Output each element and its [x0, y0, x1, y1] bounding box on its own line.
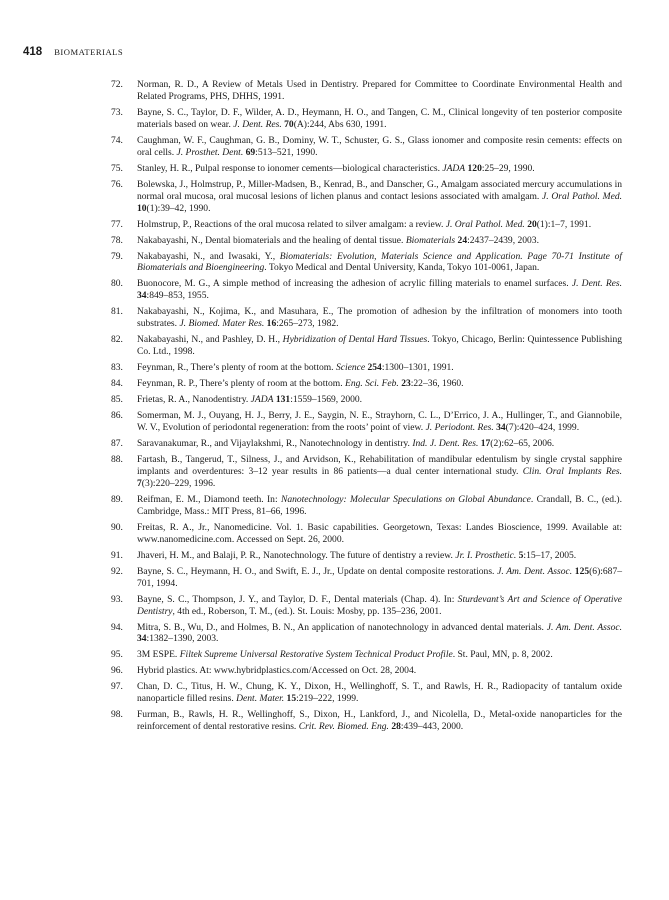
reference-number: 73.: [111, 106, 123, 118]
reference-segment: Norman, R. D., A Review of Metals Used in Dentistry. Prepared for Committee to Coordinate Environmental Health and Related Programs, PHS, DHHS, 1991.: [137, 79, 622, 102]
reference-item: [111, 79, 622, 103]
reference-item: [111, 454, 622, 490]
volume-number: 254: [367, 362, 382, 374]
reference-segment: :849–853, 1955.: [146, 290, 209, 302]
reference-segment: Freitas, R. A., Jr., Nanomedicine. Vol. 1. Basic capabilities. Georgetown, Texas: Landes Bioscience, 1999. Available at: www.nanomedicine.com. Accessed on Sept. 26, 2000.: [137, 521, 622, 545]
reference-number: 84.: [111, 378, 123, 390]
journal-title: J. Am. Dent. Assoc.: [497, 565, 573, 577]
reference-number: 89.: [111, 493, 123, 505]
reference-segment: Bayne, S. C., Thompson, J. Y., and Taylor, D. F., Dental materials (Chap. 4). In:: [137, 593, 458, 605]
reference-number: 80.: [111, 278, 123, 290]
reference-item: [111, 410, 622, 434]
reference-item: [111, 649, 622, 661]
reference-number: 92.: [111, 565, 123, 577]
reference-text: [137, 394, 362, 405]
reference-segment: Chan, D. C., Titus, H. W., Chung, K. Y., Dixon, H., Wellinghoff, S. T., and Rawls, H. R., Radiopacity of tantalum oxide nanoparticle filled resins.: [137, 681, 622, 705]
reference-segment: Caughman, W. F., Caughman, G. B., Dominy, W. T., Schuster, G. S., Glass ionomer and composite resin cements: effects on oral cells.: [137, 134, 622, 158]
page-header: [23, 46, 123, 58]
reference-item: [111, 251, 622, 275]
volume-number: 34: [496, 422, 506, 434]
reference-number: 75.: [111, 162, 123, 174]
reference-text: [137, 681, 622, 704]
reference-segment: :22–36, 1960.: [410, 378, 464, 390]
reference-number: 72.: [111, 79, 123, 90]
reference-number: 87.: [111, 438, 123, 450]
reference-number: 90.: [111, 521, 123, 533]
journal-title: Biomaterials: [405, 234, 456, 246]
reference-segment: , 4th ed., Roberson, T. M., (ed.). St. Louis: Mosby, pp. 135–236, 2001.: [172, 605, 442, 617]
reference-item: [111, 362, 622, 374]
reference-text: [137, 438, 554, 449]
reference-number: 88.: [111, 454, 123, 466]
journal-title: Eng. Sci. Feb.: [344, 378, 399, 390]
reference-segment: :513–521, 1990.: [255, 146, 318, 158]
journal-title: Science: [335, 362, 366, 374]
reference-segment: :219–222, 1999.: [296, 693, 359, 705]
reference-segment: Hybrid plastics. At: www.hybridplastics.com/Accessed on Oct. 28, 2004.: [137, 665, 417, 677]
volume-number: 16: [266, 318, 277, 330]
reference-text: [137, 665, 416, 676]
reference-item: [111, 709, 622, 733]
reference-item: [111, 438, 622, 450]
journal-title: J. Biomed. Mater Res.: [179, 318, 265, 330]
volume-number: 7: [137, 477, 142, 489]
reference-segment: Nakabayashi, N., Kojima, K., and Masuhara, E., The promotion of adhesion by the infiltration of monomers into tooth substrates.: [137, 306, 622, 330]
reference-segment: Mitra, S. B., Wu, D., and Holmes, B. N., An application of nanotechnology in advanced dental materials.: [137, 621, 547, 633]
reference-number: 93.: [111, 593, 123, 605]
reference-text: [137, 378, 464, 389]
journal-title: Ind. J. Dent. Res.: [412, 438, 479, 450]
reference-number: 86.: [111, 410, 123, 422]
reference-item: [111, 306, 622, 330]
volume-number: 23: [401, 378, 411, 390]
reference-text: [137, 219, 591, 230]
journal-title: J. Prosthet. Dent.: [176, 146, 244, 158]
reference-segment: :1300–1301, 1991.: [381, 362, 454, 374]
reference-item: [111, 594, 622, 618]
reference-segment: Reifman, E. M., Diamond teeth. In:: [137, 493, 281, 505]
reference-segment: Holmstrup, P., Reactions of the oral mucosa related to silver amalgam: a review.: [137, 218, 446, 230]
reference-item: [111, 665, 622, 677]
volume-number: 70: [284, 118, 294, 130]
reference-segment: Nakabayashi, N., and Iwasaki, Y.,: [137, 250, 280, 262]
reference-item: [111, 681, 622, 705]
reference-segment: :25–29, 1990.: [481, 162, 535, 174]
reference-item: [111, 566, 622, 590]
journal-title: Filtek Supreme Universal Restorative System Technical Product Profile: [179, 649, 453, 661]
reference-text: [137, 251, 622, 274]
reference-list: [111, 79, 622, 737]
reference-segment: (7):420–424, 1999.: [505, 422, 580, 434]
reference-segment: Bayne, S. C., Taylor, D. F., Wilder, A. D., Heymann, H. O., and Tangen, C. M., Clinical longevity of ten posterior composite materials based on wear.: [137, 106, 622, 130]
reference-segment: Feynman, R., There’s plenty of room at the bottom.: [137, 362, 336, 374]
journal-title: Crit. Rev. Biomed. Eng.: [298, 721, 389, 733]
reference-segment: 3M ESPE.: [137, 649, 180, 661]
reference-text: [137, 709, 622, 732]
reference-text: [137, 235, 539, 246]
reference-text: [137, 594, 622, 617]
volume-number: 20: [527, 218, 537, 230]
reference-number: 98.: [111, 709, 123, 721]
reference-segment: Bolewska, J., Holmstrup, P., Miller-Madsen, B., Kenrad, B., and Danscher, G., Amalgam associated mercury accumulations in normal oral mucosa, oral mucosal lesions of lichen planus and contact lesions associated with amalgam.: [137, 178, 622, 202]
reference-segment: Frietas, R. A., Nanodentistry.: [137, 394, 251, 406]
reference-segment: . Tokyo, Chicago, Berlin: Quintessence Publishing Co. Ltd., 1998.: [137, 334, 622, 358]
reference-item: [111, 494, 622, 518]
journal-title: Sturdevant’s Art and Science of Operative Dentistry: [137, 593, 623, 617]
reference-number: 77.: [111, 218, 123, 230]
reference-item: [111, 219, 622, 231]
reference-segment: Furman, B., Rawls, H. R., Wellinghoff, S., Dixon, H., Lankford, J., and Nicolella, D., Metal-oxide nanoparticles for the reinforcement of dental restorative resins.: [137, 709, 622, 733]
reference-segment: :15–17, 2005.: [523, 549, 577, 561]
reference-number: 96.: [111, 665, 123, 677]
reference-item: [111, 522, 622, 546]
volume-number: 15: [286, 693, 297, 705]
reference-segment: (1):39–42, 1990.: [146, 202, 211, 214]
reference-segment: Fartash, B., Tangerud, T., Silness, J., and Arvidson, K., Rehabilitation of mandibular edentulism by single crystal sapphire implants and overdentures: 3–12 year results in 86 patients—a dual center international study.: [137, 454, 622, 477]
volume-number: 69: [245, 146, 256, 158]
journal-title: J. Periodont. Res.: [425, 422, 494, 434]
reference-segment: . St. Paul, MN, p. 8, 2002.: [452, 649, 553, 661]
reference-number: 74.: [111, 134, 123, 146]
volume-number: 24: [457, 234, 468, 246]
reference-text: [137, 410, 622, 433]
reference-text: [137, 550, 576, 561]
reference-number: 94.: [111, 621, 123, 633]
reference-item: [111, 135, 622, 159]
reference-segment: Buonocore, M. G., A simple method of increasing the adhesion of acrylic filling materials to enamel surfaces.: [137, 278, 572, 290]
reference-number: 79.: [111, 250, 123, 262]
reference-item: [111, 334, 622, 358]
journal-title: Hybridization of Dental Hard Tissues: [282, 334, 428, 346]
reference-text: [137, 494, 622, 517]
reference-number: 85.: [111, 394, 123, 406]
journal-title: Nanotechnology: Molecular Speculations on Global Abundance: [280, 493, 531, 505]
reference-segment: . Tokyo Medical and Dental University, Kanda, Tokyo 101-0061, Japan.: [264, 262, 540, 274]
reference-segment: (2):62–65, 2006.: [490, 438, 555, 450]
volume-number: 120: [467, 162, 482, 174]
reference-segment: :1382–1390, 2003.: [146, 633, 219, 645]
reference-segment: Somerman, M. J., Ouyang, H. J., Berry, J. E., Saygin, N. E., Strayhorn, C. L., D’Errico, J. A., Hullinger, T., and Giannobile, W. V., Evolution of periodontal regeneration: from the roots’ point of view.: [137, 410, 622, 434]
reference-segment: . Crandall, B. C., (ed.). Cambridge, Mass.: MIT Press, 81–66, 1996.: [137, 493, 622, 517]
volume-number: 125: [574, 565, 590, 577]
reference-item: [111, 107, 622, 131]
reference-number: 78.: [111, 234, 123, 246]
journal-title: J. Oral Pathol. Med.: [445, 218, 525, 230]
volume-number: 131: [275, 394, 291, 406]
journal-title: JADA: [442, 162, 466, 174]
reference-segment: Feynman, R. P., There’s plenty of room at the bottom.: [137, 378, 345, 390]
reference-number: 76.: [111, 178, 123, 190]
journal-title: J. Dent. Res.: [571, 278, 623, 290]
reference-number: 83.: [111, 362, 123, 374]
journal-title: J. Am. Dent. Assoc.: [546, 621, 622, 633]
reference-segment: Stanley, H. R., Pulpal response to ionomer cements—biological characteristics.: [137, 162, 443, 174]
reference-text: [137, 79, 622, 102]
volume-number: 34: [137, 290, 147, 302]
reference-number: 95.: [111, 649, 123, 661]
reference-segment: (6):687–701, 1994.: [137, 565, 623, 589]
journal-title: Jr. I. Prosthetic.: [455, 549, 517, 561]
reference-text: [137, 454, 622, 489]
reference-text: [137, 334, 622, 357]
reference-segment: :439–443, 2000.: [400, 721, 464, 733]
reference-text: [137, 566, 622, 589]
reference-text: [137, 306, 622, 329]
reference-text: [137, 179, 622, 214]
reference-text: [137, 362, 454, 373]
volume-number: 17: [480, 438, 491, 450]
reference-item: [111, 179, 622, 215]
reference-text: [137, 649, 553, 660]
reference-number: 97.: [111, 681, 123, 693]
journal-title: J. Dent. Res.: [233, 118, 282, 130]
reference-text: [137, 135, 622, 158]
volume-number: 34: [137, 633, 147, 645]
reference-segment: (A):244, Abs 630, 1991.: [293, 118, 387, 130]
reference-text: [137, 163, 535, 174]
reference-item: [111, 235, 622, 247]
reference-number: 91.: [111, 549, 123, 561]
reference-item: [111, 378, 622, 390]
reference-text: [137, 107, 622, 130]
reference-item: [111, 278, 622, 302]
reference-segment: Nakabayashi, N., and Pashley, D. H.,: [137, 334, 283, 346]
reference-segment: Nakabayashi, N., Dental biomaterials and the healing of dental tissue.: [137, 234, 406, 246]
reference-segment: (1):1–7, 1991.: [536, 218, 592, 230]
reference-segment: :2437–2439, 2003.: [467, 234, 539, 246]
reference-text: [137, 278, 622, 301]
journal-title: Clin. Oral Implants Res.: [522, 465, 622, 477]
reference-number: 82.: [111, 334, 123, 346]
volume-number: 10: [137, 202, 147, 214]
reference-item: [111, 394, 622, 406]
reference-item: [111, 550, 622, 562]
reference-segment: Jhaveri, H. M., and Balaji, P. R., Nanotechnology. The future of dentistry a review.: [137, 549, 456, 561]
reference-text: [137, 622, 622, 645]
journal-title: Dent. Mater.: [236, 693, 285, 705]
page-number: 418: [23, 46, 43, 58]
volume-number: 28: [391, 721, 401, 733]
journal-title: JADA: [250, 394, 274, 406]
reference-number: 81.: [111, 306, 123, 318]
journal-title: J. Oral Pathol. Med.: [542, 190, 622, 202]
reference-item: [111, 163, 622, 175]
reference-segment: :265–273, 1982.: [276, 318, 339, 330]
reference-segment: :1559–1569, 2000.: [290, 394, 363, 406]
journal-title: Biomaterials: Evolution, Materials Science and Application. Page 70-71 Institute of Biomaterials and Bioengineering: [137, 250, 622, 274]
reference-segment: (3):220–229, 1996.: [141, 477, 216, 489]
volume-number: 5: [518, 549, 524, 561]
reference-item: [111, 622, 622, 646]
reference-segment: Saravanakumar, R., and Vijaylakshmi, R., Nanotechnology in dentistry.: [137, 438, 413, 450]
reference-segment: Bayne, S. C., Heymann, H. O., and Swift, E. J., Jr., Update on dental composite restorations.: [137, 565, 498, 577]
running-head: BIOMATERIALS: [54, 47, 124, 57]
reference-text: [137, 522, 622, 545]
